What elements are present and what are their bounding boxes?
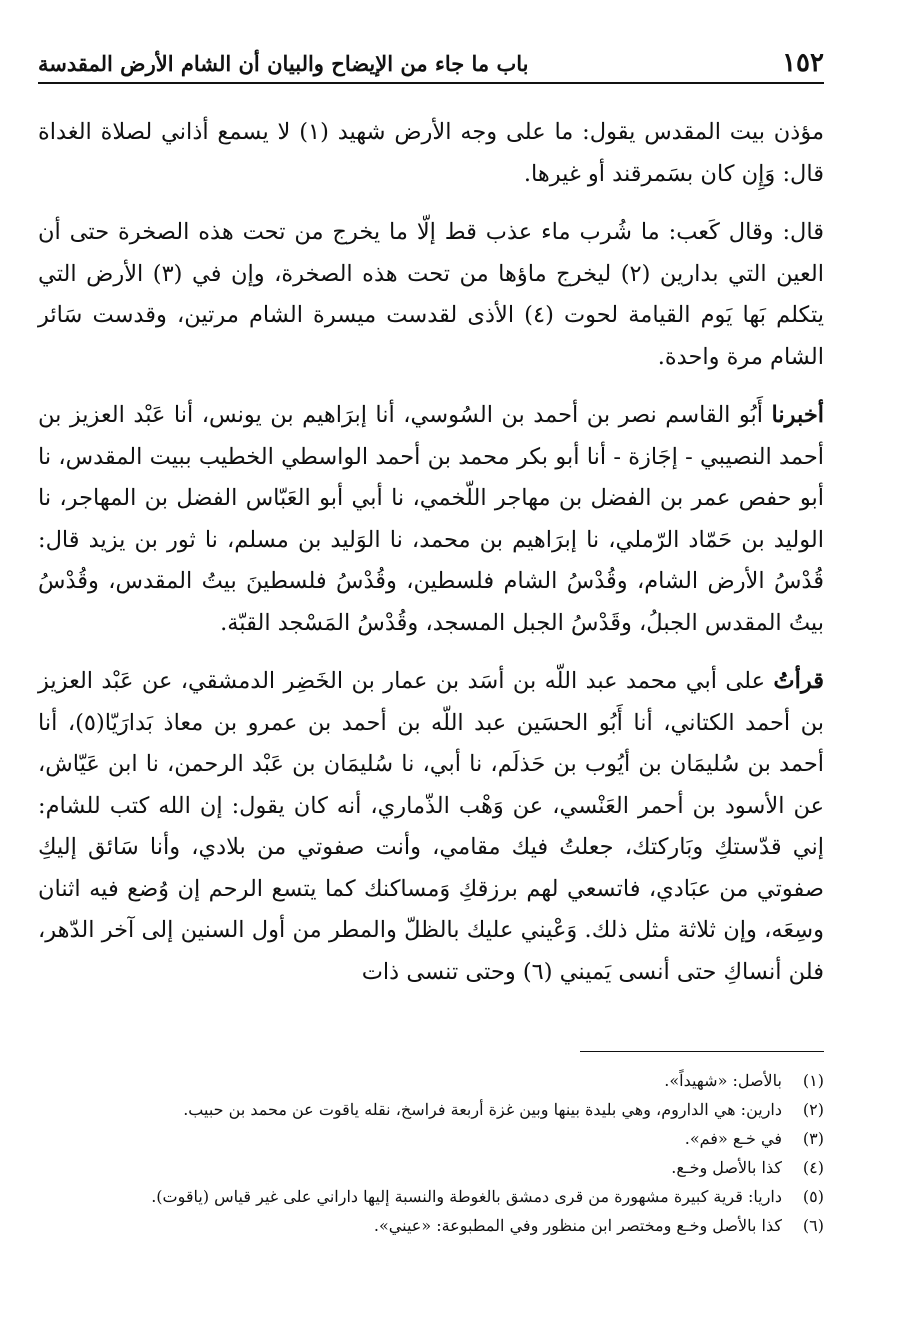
- footnote-number: (٥): [802, 1187, 824, 1206]
- paragraph-text: قال: وقال كَعب: ما شُرب ماء عذب قط إلّا ما يخرج من تحت هذه الصخرة حتى أن العين التي بدارين (٢) ليخرج ماؤها من تحت هذه الصخرة، وإن في (٣) الأرض التي يتكلم بَها يَوم القيامة لحوت (٤) الأذى لقدست ميسرة الشام مرتين، وقدست سَائر الشام مرة واحدة.: [38, 219, 825, 370]
- footnote-number: (٤): [802, 1158, 824, 1177]
- footnote: [38, 1182, 824, 1211]
- page-number: ١٥٢: [782, 48, 824, 78]
- paragraph-lead: قرأتُ: [773, 668, 824, 694]
- footnote: [38, 1211, 824, 1240]
- footnote-text: كذا بالأصل وخـع.: [671, 1158, 782, 1177]
- running-title: باب ما جاء من الإيضاح والبيان أن الشام الأرض المقدسة: [38, 51, 529, 76]
- footnote-number: (٦): [802, 1216, 824, 1235]
- paragraph: [38, 661, 824, 993]
- footnote-text: في خـع «فم».: [684, 1129, 782, 1148]
- paragraph: [38, 112, 824, 195]
- footnote: [38, 1153, 824, 1182]
- paragraph-text: أَبُو القاسم نصر بن أحمد بن السُوسي، أنا إبرَاهيم بن يونس، أنا عَبْد العزيز بن أحمد النصيبي - إجَازة - أنا أبو بكر محمد بن أحمد الواسطي الخطيب ببيت المقدس، نا أبو حفص عمر بن الفضل بن مهاجر اللّخمي، نا أبي أبو العَبّاس الفضل بن المهاجر، نا الوليد بن حَمّاد الرّملي، نا إبرَاهيم بن محمد، نا الوَليد بن مسلم، نا ثور بن يزيد قال: قُدْسُ الأرض الشام، وقُدْسُ الشام فلسطين، وقُدْسُ فلسطينَ بيتُ المقدس، وقُدْسُ بيتُ المقدس الجبلُ، وقَدْسُ الجبل المسجد، وقُدْسُ المَسْجد القبّة.: [38, 402, 824, 636]
- footnotes: [38, 1066, 824, 1240]
- paragraph-lead: أخبرنا: [771, 402, 824, 428]
- paragraph-text: مؤذن بيت المقدس يقول: ما على وجه الأرض شهيد (١) لا يسمع أذاني لصلاة الغداة قال: وَإِن كان بسَمرقند أو غيرها.: [38, 119, 824, 187]
- footnote-text: دارين: هي الداروم، وهي بليدة بينها وبين غزة أربعة فراسخ، نقله ياقوت عن محمد بن حبيب.: [183, 1100, 782, 1119]
- footnote-number: (٢): [802, 1100, 824, 1119]
- footnote: [38, 1095, 824, 1124]
- footnote: [38, 1124, 824, 1153]
- footnote-text: كذا بالأصل وخـع ومختصر ابن منظور وفي المطبوعة: «عيني».: [373, 1216, 782, 1235]
- page-header: [38, 42, 824, 84]
- footnote: [38, 1066, 824, 1095]
- footnote-text: داريا: قرية كبيرة مشهورة من قرى دمشق بالغوطة والنسبة إليها داراني على غير قياس (ياقوت).: [151, 1187, 782, 1206]
- footnote-text: بالأصل: «شهيداً».: [664, 1071, 782, 1090]
- paragraph: [38, 395, 824, 644]
- footnote-number: (١): [802, 1071, 824, 1090]
- footnote-separator: [580, 1051, 824, 1052]
- footnote-number: (٣): [802, 1129, 824, 1148]
- paragraph-text: على أبي محمد عبد اللّه بن أسَد بن عمار بن الخَضِر الدمشقي، عن عَبْد العزيز بن أحمد الكتاني، أنا أَبُو الحسَين عبد اللّه بن أحمد بن عمرو بن معاذ بَدارَيّا(٥)، أنا أحمد بن سُليمَان بن أيُوب بن حَذلَم، نا أبي، نا سُليمَان بن عَبْد الرحمن، نا ابن عَيّاش، عن الأسود بن أحمر العَنْسي، عن وَهْب الذّماري، أنه كان يقول: إن الله كتب للشام: إني قدّستكِ وبَاركتك، جعلتُ فيك مقامي، وأنت صفوتي من بلادي، وأنا سَائق إليكِ صفوتي من عبَادي، فاتسعي لهم برزقكِ وَمساكنك كما يتسع الرحم إن وُضع فيه اثنان وسِعَه، وإن ثلاثة مثل ذلك. وَعْيني عليك بالظلّ والمطر من أول السنين إلى آخر الدّهر، فلن أنساكِ حتى أنسى يَميني (٦) وحتى تنسى ذات: [38, 668, 824, 985]
- paragraph: [38, 212, 824, 378]
- main-text: [38, 112, 824, 993]
